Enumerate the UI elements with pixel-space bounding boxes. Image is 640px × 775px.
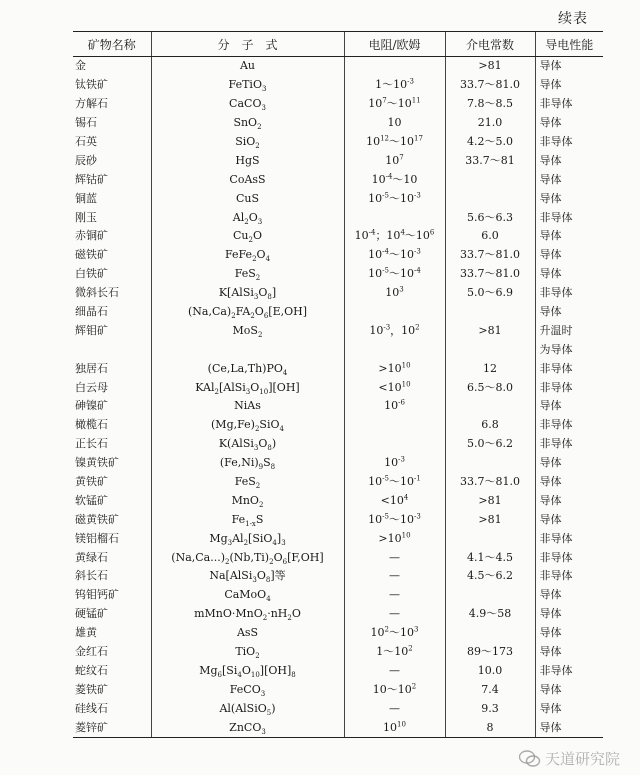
header-mineral-name: 矿物名称 bbox=[73, 32, 151, 57]
table-row bbox=[73, 586, 603, 605]
mineral-name-cell: 雄黄 bbox=[75, 626, 97, 640]
resistance-cell: — bbox=[344, 586, 445, 605]
resistance-cell: $10^{-4}$；$10^4\sim 10^6$ bbox=[344, 227, 445, 246]
dielectric-cell: 7.4 bbox=[445, 680, 535, 699]
dielectric-cell: 4.2～5.0 bbox=[445, 133, 535, 152]
conductivity-cell: 导体 bbox=[535, 76, 603, 95]
dielectric-cell: 7.8～8.5 bbox=[445, 95, 535, 114]
dielectric-cell: 5.0～6.9 bbox=[445, 284, 535, 303]
resistance-cell: $10^{-3}$，$10^2$ bbox=[344, 321, 445, 340]
dielectric-cell: 5.0～6.2 bbox=[445, 435, 535, 454]
mineral-name-cell: 橄榄石 bbox=[75, 418, 108, 432]
dielectric-cell: 33.7～81 bbox=[445, 151, 535, 170]
mineral-name-cell: 砷镍矿 bbox=[75, 399, 108, 413]
resistance-cell: — bbox=[344, 699, 445, 718]
formula-cell: Al(AlSiO$_5$) bbox=[151, 699, 344, 718]
table-row bbox=[73, 643, 603, 662]
conductivity-cell: 导体 bbox=[535, 586, 603, 605]
table-header-row bbox=[73, 32, 603, 57]
resistance-cell bbox=[344, 435, 445, 454]
resistance-cell: $10^{-5}\sim 10^{-4}$ bbox=[344, 265, 445, 284]
dielectric-cell: 6.5～8.0 bbox=[445, 378, 535, 397]
conductivity-cell: 非导体 bbox=[535, 133, 603, 152]
formula-cell: SnO$_2$ bbox=[151, 114, 344, 133]
resistance-cell: 10 bbox=[344, 114, 445, 133]
dielectric-cell: 4.5～6.2 bbox=[445, 567, 535, 586]
resistance-cell: $10^3$ bbox=[344, 284, 445, 303]
header-dielectric: 介电常数 bbox=[445, 32, 535, 57]
table-row bbox=[73, 416, 603, 435]
conductivity-cell: 非导体 bbox=[535, 662, 603, 681]
mineral-name-cell: 白云母 bbox=[75, 380, 108, 394]
formula-cell: CaMoO$_4$ bbox=[151, 586, 344, 605]
mineral-name-cell: 软锰矿 bbox=[75, 493, 108, 507]
resistance-cell: $10^2\sim 10^3$ bbox=[344, 624, 445, 643]
table-row bbox=[73, 321, 603, 340]
formula-cell: FeS$_2$ bbox=[151, 265, 344, 284]
formula-cell: $mMnO\cdot MnO_2\cdot nH_2O$ bbox=[151, 605, 344, 624]
resistance-cell: $10^{-3}$ bbox=[344, 454, 445, 473]
formula-cell: CuS bbox=[151, 189, 344, 208]
mineral-name-cell: 斜长石 bbox=[75, 569, 108, 583]
resistance-cell: $10\sim 10^2$ bbox=[344, 680, 445, 699]
dielectric-cell: 8 bbox=[445, 718, 535, 737]
mineral-name-cell: 石英 bbox=[75, 135, 97, 148]
table-row bbox=[73, 340, 603, 359]
table-row bbox=[73, 57, 603, 76]
mineral-name-cell: 辉钼矿 bbox=[75, 323, 108, 337]
table-body bbox=[73, 57, 603, 738]
resistance-cell: — bbox=[344, 605, 445, 624]
dielectric-cell: 33.7～81.0 bbox=[445, 473, 535, 492]
header-conductivity: 导电性能 bbox=[535, 32, 603, 57]
table-row bbox=[73, 529, 603, 548]
table-row bbox=[73, 284, 603, 303]
resistance-cell: $>10^{10}$ bbox=[344, 359, 445, 378]
table-row bbox=[73, 359, 603, 378]
conductivity-cell: 导体 bbox=[535, 680, 603, 699]
formula-cell: $Mg_3Al_2[SiO_4]_3$ bbox=[151, 529, 344, 548]
formula-cell: $(Na,Ca...)_2(Nb,Ti)_2O_6[F,OH]$ bbox=[151, 548, 344, 567]
dielectric-cell bbox=[445, 170, 535, 189]
resistance-cell: $10^{-4}\sim 10$ bbox=[344, 170, 445, 189]
dielectric-cell bbox=[445, 454, 535, 473]
dielectric-cell: >81 bbox=[445, 510, 535, 529]
table-row bbox=[73, 397, 603, 416]
formula-cell bbox=[151, 340, 344, 359]
dielectric-cell bbox=[445, 303, 535, 322]
table-row bbox=[73, 718, 603, 737]
formula-cell: $K[AlSi_3O_8]$ bbox=[151, 284, 344, 303]
dielectric-cell bbox=[445, 340, 535, 359]
table-row bbox=[73, 227, 603, 246]
conductivity-cell: 导体 bbox=[535, 151, 603, 170]
formula-cell: ZnCO$_3$ bbox=[151, 718, 344, 737]
table-row bbox=[73, 662, 603, 681]
mineral-name-cell: 金红石 bbox=[75, 645, 108, 659]
formula-cell: HgS bbox=[151, 151, 344, 170]
resistance-cell bbox=[344, 416, 445, 435]
mineral-name-cell: 方解石 bbox=[75, 97, 108, 111]
header-resistance: 电阻/欧姆 bbox=[344, 32, 445, 57]
formula-cell: $FeFe_2O_4$ bbox=[151, 246, 344, 265]
mineral-name-cell: 黄绿石 bbox=[75, 550, 108, 564]
formula-cell: FeS$_2$ bbox=[151, 473, 344, 492]
resistance-cell: $10^{-4}\sim 10^{-3}$ bbox=[344, 246, 445, 265]
resistance-cell: $<10^{10}$ bbox=[344, 378, 445, 397]
conductivity-cell: 导体 bbox=[535, 114, 603, 133]
table-row bbox=[73, 189, 603, 208]
formula-cell: $Mg_6[Si_4O_{10}][OH]_8$ bbox=[151, 662, 344, 681]
formula-cell: CaCO$_3$ bbox=[151, 95, 344, 114]
conductivity-cell: 导体 bbox=[535, 397, 603, 416]
formula-cell: $K(AlSi_3O_8)$ bbox=[151, 435, 344, 454]
mineral-name-cell: 锡石 bbox=[75, 116, 97, 130]
conductivity-cell: 导体 bbox=[535, 265, 603, 284]
dielectric-cell: 10.0 bbox=[445, 662, 535, 681]
resistance-cell: — bbox=[344, 662, 445, 681]
mineral-name-cell: 辉钴矿 bbox=[75, 172, 108, 186]
conductivity-cell: 导体 bbox=[535, 491, 603, 510]
formula-cell: MoS$_2$ bbox=[151, 321, 344, 340]
resistance-cell: $10^{10}$ bbox=[344, 718, 445, 737]
mineral-name-cell: 镍黄铁矿 bbox=[75, 456, 119, 470]
table-row bbox=[73, 699, 603, 718]
table-row bbox=[73, 567, 603, 586]
resistance-cell: $10^{-6}$ bbox=[344, 397, 445, 416]
dielectric-cell: 9.3 bbox=[445, 699, 535, 718]
mineral-name-cell: 白铁矿 bbox=[75, 267, 108, 281]
formula-cell: TiO$_2$ bbox=[151, 643, 344, 662]
conductivity-cell: 非导体 bbox=[535, 359, 603, 378]
resistance-cell: $10^7$ bbox=[344, 151, 445, 170]
resistance-cell bbox=[344, 57, 445, 76]
table-row bbox=[73, 133, 603, 152]
table-row bbox=[73, 435, 603, 454]
resistance-cell: $>10^{10}$ bbox=[344, 529, 445, 548]
dielectric-cell: 21.0 bbox=[445, 114, 535, 133]
conductivity-cell: 非导体 bbox=[535, 378, 603, 397]
table-row bbox=[73, 454, 603, 473]
conductivity-cell: 非导体 bbox=[535, 208, 603, 227]
formula-cell: NiAs bbox=[151, 397, 344, 416]
dielectric-cell: >81 bbox=[445, 321, 535, 340]
conductivity-cell: 导体 bbox=[535, 303, 603, 322]
formula-cell: $(Ce,La,Th)PO_4$ bbox=[151, 359, 344, 378]
resistance-cell: $1\sim 10^2$ bbox=[344, 643, 445, 662]
conductivity-cell: 非导体 bbox=[535, 548, 603, 567]
table-row bbox=[73, 95, 603, 114]
conductivity-cell: 导体 bbox=[535, 170, 603, 189]
dielectric-cell: 89～173 bbox=[445, 643, 535, 662]
table-row bbox=[73, 303, 603, 322]
resistance-cell: $<10^4$ bbox=[344, 491, 445, 510]
formula-cell: Au bbox=[151, 57, 344, 76]
conductivity-cell: 导体 bbox=[535, 718, 603, 737]
dielectric-cell bbox=[445, 529, 535, 548]
mineral-name-cell bbox=[73, 340, 151, 359]
table-row bbox=[73, 624, 603, 643]
dielectric-cell: 33.7～81.0 bbox=[445, 246, 535, 265]
table-row bbox=[73, 510, 603, 529]
conductivity-cell: 非导体 bbox=[535, 416, 603, 435]
conductivity-cell: 为导体 bbox=[535, 340, 603, 359]
mineral-name-cell: 刚玉 bbox=[75, 210, 97, 224]
table-row bbox=[73, 265, 603, 284]
conductivity-cell: 导体 bbox=[535, 699, 603, 718]
mineral-name-cell: 铜蓝 bbox=[75, 191, 97, 205]
mineral-name-cell: 硅线石 bbox=[75, 701, 108, 715]
resistance-cell: $1\sim 10^{-3}$ bbox=[344, 76, 445, 95]
dielectric-cell: >81 bbox=[445, 491, 535, 510]
dielectric-cell: 6.0 bbox=[445, 227, 535, 246]
mineral-name-cell: 赤铜矿 bbox=[75, 229, 108, 243]
mineral-name-cell: 磁铁矿 bbox=[75, 248, 108, 262]
formula-cell: CoAsS bbox=[151, 170, 344, 189]
conductivity-cell: 导体 bbox=[535, 473, 603, 492]
mineral-name-cell: 钛铁矿 bbox=[75, 78, 108, 92]
mineral-name-cell: 蛇纹石 bbox=[75, 663, 108, 677]
conductivity-cell: 导体 bbox=[535, 189, 603, 208]
table-row bbox=[73, 378, 603, 397]
dielectric-cell: 5.6～6.3 bbox=[445, 208, 535, 227]
table-row bbox=[73, 151, 603, 170]
formula-cell: $(Mg,Fe)_2SiO_4$ bbox=[151, 416, 344, 435]
mineral-name-cell: 金 bbox=[75, 59, 86, 73]
mineral-conductivity-table bbox=[73, 31, 603, 738]
mineral-name-cell: 辰砂 bbox=[75, 153, 97, 167]
resistance-cell: $10^{-5}\sim 10^{-3}$ bbox=[344, 510, 445, 529]
mineral-name-cell: 正长石 bbox=[75, 437, 108, 451]
dielectric-cell bbox=[445, 189, 535, 208]
conductivity-cell: 导体 bbox=[535, 246, 603, 265]
dielectric-cell bbox=[445, 397, 535, 416]
resistance-cell: $10^{-5}\sim 10^{-1}$ bbox=[344, 473, 445, 492]
formula-cell: $Cu_2O$ bbox=[151, 227, 344, 246]
conductivity-cell: 导体 bbox=[535, 454, 603, 473]
formula-cell: FeCO$_3$ bbox=[151, 680, 344, 699]
table-row bbox=[73, 548, 603, 567]
conductivity-cell: 非导体 bbox=[535, 284, 603, 303]
wechat-logo-icon bbox=[519, 750, 541, 768]
conductivity-cell: 导体 bbox=[535, 643, 603, 662]
dielectric-cell: 6.8 bbox=[445, 416, 535, 435]
mineral-name-cell: 细晶石 bbox=[75, 305, 108, 319]
resistance-cell bbox=[344, 208, 445, 227]
formula-cell: MnO$_2$ bbox=[151, 491, 344, 510]
formula-cell: $KAl_2[AlSi_3O_{10}][OH]$ bbox=[151, 378, 344, 397]
formula-cell: $Al_2O_3$ bbox=[151, 208, 344, 227]
mineral-name-cell: 微斜长石 bbox=[75, 286, 119, 300]
table-row bbox=[73, 246, 603, 265]
dielectric-cell bbox=[445, 624, 535, 643]
conductivity-cell: 导体 bbox=[535, 57, 603, 76]
dielectric-cell: 12 bbox=[445, 359, 535, 378]
mineral-name-cell: 硬锰矿 bbox=[75, 607, 108, 621]
formula-cell: $(Fe,Ni)_9S_8$ bbox=[151, 454, 344, 473]
formula-cell: FeTiO$_3$ bbox=[151, 76, 344, 95]
resistance-cell bbox=[344, 340, 445, 359]
dielectric-cell: 4.9～58 bbox=[445, 605, 535, 624]
conductivity-cell: 升温时 bbox=[535, 321, 603, 340]
table-row bbox=[73, 114, 603, 133]
conductivity-cell: 导体 bbox=[535, 510, 603, 529]
resistance-cell bbox=[344, 303, 445, 322]
mineral-name-cell: 独居石 bbox=[75, 361, 108, 375]
resistance-cell: — bbox=[344, 548, 445, 567]
continued-label: 续表 bbox=[558, 11, 588, 27]
formula-cell: $Fe_{1-x}S$ bbox=[151, 510, 344, 529]
conductivity-cell: 非导体 bbox=[535, 567, 603, 586]
resistance-cell: $10^{12}\sim 10^{17}$ bbox=[344, 133, 445, 152]
dielectric-cell: 33.7～81.0 bbox=[445, 76, 535, 95]
table-row bbox=[73, 491, 603, 510]
resistance-cell: — bbox=[344, 567, 445, 586]
conductivity-cell: 非导体 bbox=[535, 435, 603, 454]
header-formula: 分 子 式 bbox=[151, 32, 344, 57]
formula-cell: AsS bbox=[151, 624, 344, 643]
mineral-name-cell: 菱锌矿 bbox=[73, 718, 151, 737]
table-row bbox=[73, 605, 603, 624]
mineral-name-cell: 磁黄铁矿 bbox=[75, 512, 119, 526]
table-row bbox=[73, 473, 603, 492]
conductivity-cell: 导体 bbox=[535, 227, 603, 246]
table-row bbox=[73, 680, 603, 699]
conductivity-cell: 非导体 bbox=[535, 95, 603, 114]
watermark-text: 天道研究院 bbox=[544, 750, 620, 768]
mineral-name-cell: 钨钼钙矿 bbox=[75, 588, 119, 602]
mineral-name-cell: 镁铝榴石 bbox=[75, 531, 119, 545]
resistance-cell: $10^{-5}\sim 10^{-3}$ bbox=[344, 189, 445, 208]
formula-cell: $Na[AlSi_3O_8]$等 bbox=[151, 567, 344, 586]
dielectric-cell bbox=[445, 586, 535, 605]
table-row bbox=[73, 208, 603, 227]
conductivity-cell: 非导体 bbox=[535, 529, 603, 548]
conductivity-cell: 导体 bbox=[535, 624, 603, 643]
mineral-name-cell: 黄铁矿 bbox=[75, 475, 108, 489]
dielectric-cell: 4.1～4.5 bbox=[445, 548, 535, 567]
conductivity-cell: 导体 bbox=[535, 605, 603, 624]
formula-cell: SiO$_2$ bbox=[151, 133, 344, 152]
table-row bbox=[73, 170, 603, 189]
mineral-name-cell: 菱铁矿 bbox=[75, 682, 108, 696]
watermark bbox=[519, 748, 620, 769]
dielectric-cell: >81 bbox=[445, 57, 535, 76]
resistance-cell: $10^7\sim 10^{11}$ bbox=[344, 95, 445, 114]
formula-cell: $(Na,Ca)_2FA_2O_6[E,OH]$ bbox=[151, 303, 344, 322]
dielectric-cell: 33.7～81.0 bbox=[445, 265, 535, 284]
table-row bbox=[73, 76, 603, 95]
